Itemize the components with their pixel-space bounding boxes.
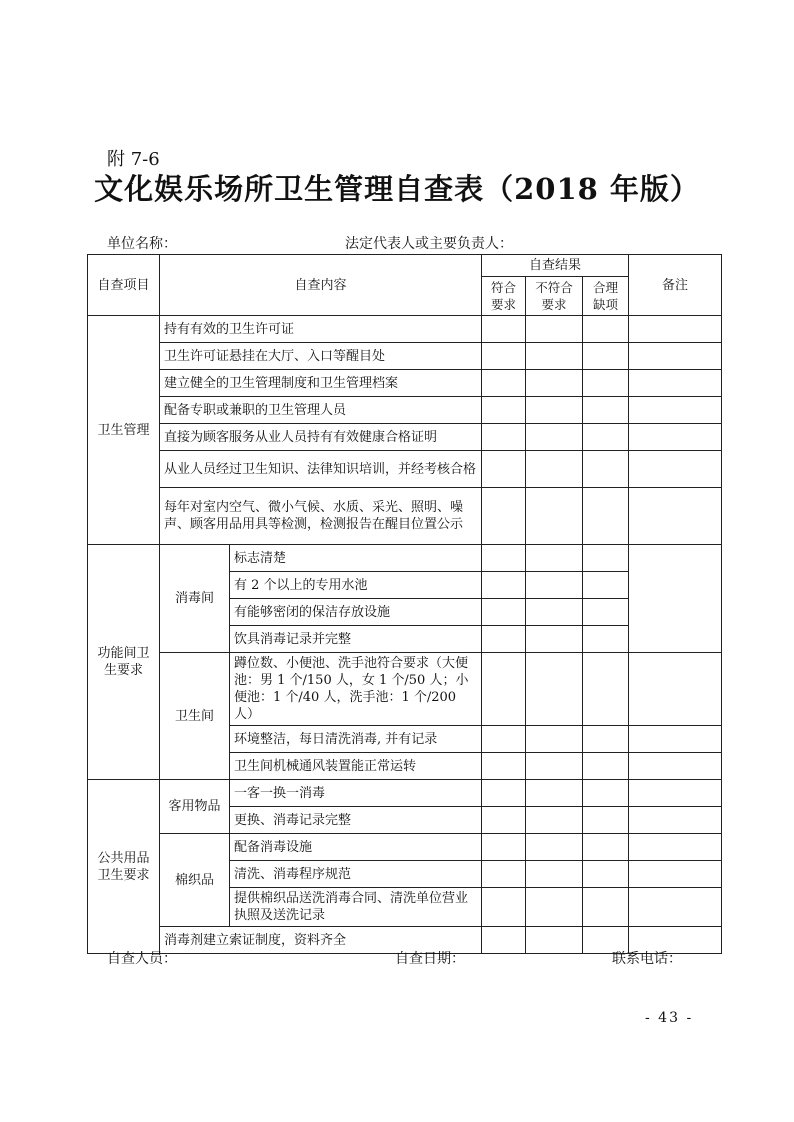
nonconform-cell[interactable] bbox=[526, 834, 583, 861]
note-cell[interactable] bbox=[629, 653, 722, 726]
conform-cell[interactable] bbox=[482, 572, 526, 599]
missing-cell[interactable] bbox=[583, 753, 629, 780]
note-cell[interactable] bbox=[629, 316, 722, 343]
missing-cell[interactable] bbox=[583, 626, 629, 653]
phone-label: 联系电话： bbox=[612, 951, 682, 967]
item-text: 更换、消毒记录完整 bbox=[230, 807, 482, 834]
header-content: 自查内容 bbox=[160, 255, 482, 316]
item-text: 标志清楚 bbox=[230, 545, 482, 572]
note-cell[interactable] bbox=[629, 451, 722, 488]
item-text: 饮具消毒记录并完整 bbox=[230, 626, 482, 653]
item-text: 建立健全的卫生管理制度和卫生管理档案 bbox=[160, 370, 482, 397]
unit-name-label: 单位名称： bbox=[107, 236, 177, 252]
nonconform-cell[interactable] bbox=[526, 316, 583, 343]
conform-cell[interactable] bbox=[482, 545, 526, 572]
conform-cell[interactable] bbox=[482, 343, 526, 370]
note-cell[interactable] bbox=[629, 726, 722, 753]
missing-cell[interactable] bbox=[583, 834, 629, 861]
category-function-rooms: 功能间卫生要求 bbox=[88, 545, 160, 780]
nonconform-cell[interactable] bbox=[526, 572, 583, 599]
header-missing: 合理 缺项 bbox=[583, 277, 629, 316]
conform-cell[interactable] bbox=[482, 599, 526, 626]
note-cell[interactable] bbox=[629, 424, 722, 451]
legal-rep-label: 法定代表人或主要负责人： bbox=[345, 236, 513, 252]
note-cell[interactable] bbox=[629, 343, 722, 370]
table-row bbox=[88, 834, 722, 861]
table-row bbox=[88, 316, 722, 343]
subcategory-linens: 棉织品 bbox=[160, 834, 230, 927]
header-note: 备注 bbox=[629, 255, 722, 316]
subcategory-restroom: 卫生间 bbox=[160, 653, 230, 780]
item-text: 配备专职或兼职的卫生管理人员 bbox=[160, 397, 482, 424]
note-cell[interactable] bbox=[629, 488, 722, 545]
nonconform-cell[interactable] bbox=[526, 343, 583, 370]
nonconform-cell[interactable] bbox=[526, 545, 583, 572]
nonconform-cell[interactable] bbox=[526, 424, 583, 451]
item-text: 清洗、消毒程序规范 bbox=[230, 861, 482, 888]
note-cell[interactable] bbox=[629, 370, 722, 397]
nonconform-cell[interactable] bbox=[526, 927, 583, 954]
missing-cell[interactable] bbox=[583, 343, 629, 370]
table-row bbox=[88, 424, 722, 451]
missing-cell[interactable] bbox=[583, 397, 629, 424]
item-text: 配备消毒设施 bbox=[230, 834, 482, 861]
note-cell[interactable] bbox=[629, 888, 722, 927]
nonconform-cell[interactable] bbox=[526, 451, 583, 488]
item-text: 持有有效的卫生许可证 bbox=[160, 316, 482, 343]
page-title: 文化娱乐场所卫生管理自查表（2018 年版） bbox=[94, 172, 700, 206]
header-nonconform: 不符合 要求 bbox=[526, 277, 583, 316]
item-text: 每年对室内空气、微小气候、水质、采光、照明、噪声、顾客用品用具等检测，检测报告在醒目位置公示 bbox=[160, 488, 482, 545]
conform-cell[interactable] bbox=[482, 626, 526, 653]
missing-cell[interactable] bbox=[583, 653, 629, 726]
attachment-label: 附 7-6 bbox=[107, 149, 160, 170]
note-cell[interactable] bbox=[629, 397, 722, 424]
nonconform-cell[interactable] bbox=[526, 370, 583, 397]
note-cell[interactable] bbox=[629, 807, 722, 834]
inspection-table bbox=[87, 254, 722, 954]
inspection-date-label: 自查日期： bbox=[395, 951, 465, 967]
nonconform-cell[interactable] bbox=[526, 726, 583, 753]
item-text: 直接为顾客服务从业人员持有有效健康合格证明 bbox=[160, 424, 482, 451]
note-cell[interactable] bbox=[629, 545, 722, 653]
missing-cell[interactable] bbox=[583, 488, 629, 545]
conform-cell[interactable] bbox=[482, 726, 526, 753]
missing-cell[interactable] bbox=[583, 572, 629, 599]
missing-cell[interactable] bbox=[583, 370, 629, 397]
table-row bbox=[88, 370, 722, 397]
conform-cell[interactable] bbox=[482, 861, 526, 888]
item-text: 一客一换一消毒 bbox=[230, 780, 482, 807]
item-text: 提供棉织品送洗消毒合同、清洗单位营业执照及送洗记录 bbox=[230, 888, 482, 927]
conform-cell[interactable] bbox=[482, 834, 526, 861]
missing-cell[interactable] bbox=[583, 451, 629, 488]
subcategory-guest-items: 客用物品 bbox=[160, 780, 230, 834]
missing-cell[interactable] bbox=[583, 807, 629, 834]
conform-cell[interactable] bbox=[482, 397, 526, 424]
missing-cell[interactable] bbox=[583, 599, 629, 626]
conform-cell[interactable] bbox=[482, 653, 526, 726]
page-number: - 43 - bbox=[645, 1010, 694, 1026]
table-row bbox=[88, 488, 722, 545]
conform-cell[interactable] bbox=[482, 753, 526, 780]
note-cell[interactable] bbox=[629, 780, 722, 807]
item-text: 有 2 个以上的专用水池 bbox=[230, 572, 482, 599]
missing-cell[interactable] bbox=[583, 780, 629, 807]
item-text: 蹲位数、小便池、洗手池符合要求（大便池：男 1 个/150 人，女 1 个/50 人；小便池：1 个/40 人，洗手池：1 个/200 人） bbox=[230, 653, 482, 726]
conform-cell[interactable] bbox=[482, 488, 526, 545]
inspector-label: 自查人员： bbox=[107, 951, 177, 967]
missing-cell[interactable] bbox=[583, 726, 629, 753]
table-row bbox=[88, 545, 722, 572]
note-cell[interactable] bbox=[629, 834, 722, 861]
subcategory-disinfection-room: 消毒间 bbox=[160, 545, 230, 653]
nonconform-cell[interactable] bbox=[526, 653, 583, 726]
missing-cell[interactable] bbox=[583, 861, 629, 888]
category-public-goods: 公共用品卫生要求 bbox=[88, 780, 160, 954]
conform-cell[interactable] bbox=[482, 807, 526, 834]
note-cell[interactable] bbox=[629, 861, 722, 888]
nonconform-cell[interactable] bbox=[526, 599, 583, 626]
item-text: 有能够密闭的保洁存放设施 bbox=[230, 599, 482, 626]
nonconform-cell[interactable] bbox=[526, 397, 583, 424]
header-result: 自查结果 bbox=[482, 255, 629, 277]
nonconform-cell[interactable] bbox=[526, 488, 583, 545]
table-row bbox=[88, 780, 722, 807]
conform-cell[interactable] bbox=[482, 927, 526, 954]
conform-cell[interactable] bbox=[482, 316, 526, 343]
conform-cell[interactable] bbox=[482, 370, 526, 397]
conform-cell[interactable] bbox=[482, 888, 526, 927]
note-cell[interactable] bbox=[629, 753, 722, 780]
table-row bbox=[88, 397, 722, 424]
table-row bbox=[88, 451, 722, 488]
nonconform-cell[interactable] bbox=[526, 753, 583, 780]
conform-cell[interactable] bbox=[482, 780, 526, 807]
conform-cell[interactable] bbox=[482, 451, 526, 488]
nonconform-cell[interactable] bbox=[526, 626, 583, 653]
header-conform: 符合 要求 bbox=[482, 277, 526, 316]
missing-cell[interactable] bbox=[583, 888, 629, 927]
category-sanitation: 卫生管理 bbox=[88, 316, 160, 545]
nonconform-cell[interactable] bbox=[526, 888, 583, 927]
conform-cell[interactable] bbox=[482, 424, 526, 451]
item-text: 卫生间机械通风装置能正常运转 bbox=[230, 753, 482, 780]
missing-cell[interactable] bbox=[583, 316, 629, 343]
item-text: 从业人员经过卫生知识、法律知识培训，并经考核合格 bbox=[160, 451, 482, 488]
nonconform-cell[interactable] bbox=[526, 780, 583, 807]
missing-cell[interactable] bbox=[583, 545, 629, 572]
table-row bbox=[88, 653, 722, 726]
nonconform-cell[interactable] bbox=[526, 807, 583, 834]
item-text: 卫生许可证悬挂在大厅、入口等醒目处 bbox=[160, 343, 482, 370]
header-item: 自查项目 bbox=[88, 255, 160, 316]
table-row bbox=[88, 343, 722, 370]
missing-cell[interactable] bbox=[583, 424, 629, 451]
table-header-row bbox=[88, 255, 722, 277]
nonconform-cell[interactable] bbox=[526, 861, 583, 888]
item-text: 环境整洁，每日清洗消毒, 并有记录 bbox=[230, 726, 482, 753]
item-text: 消毒剂建立索证制度，资料齐全 bbox=[160, 927, 482, 954]
